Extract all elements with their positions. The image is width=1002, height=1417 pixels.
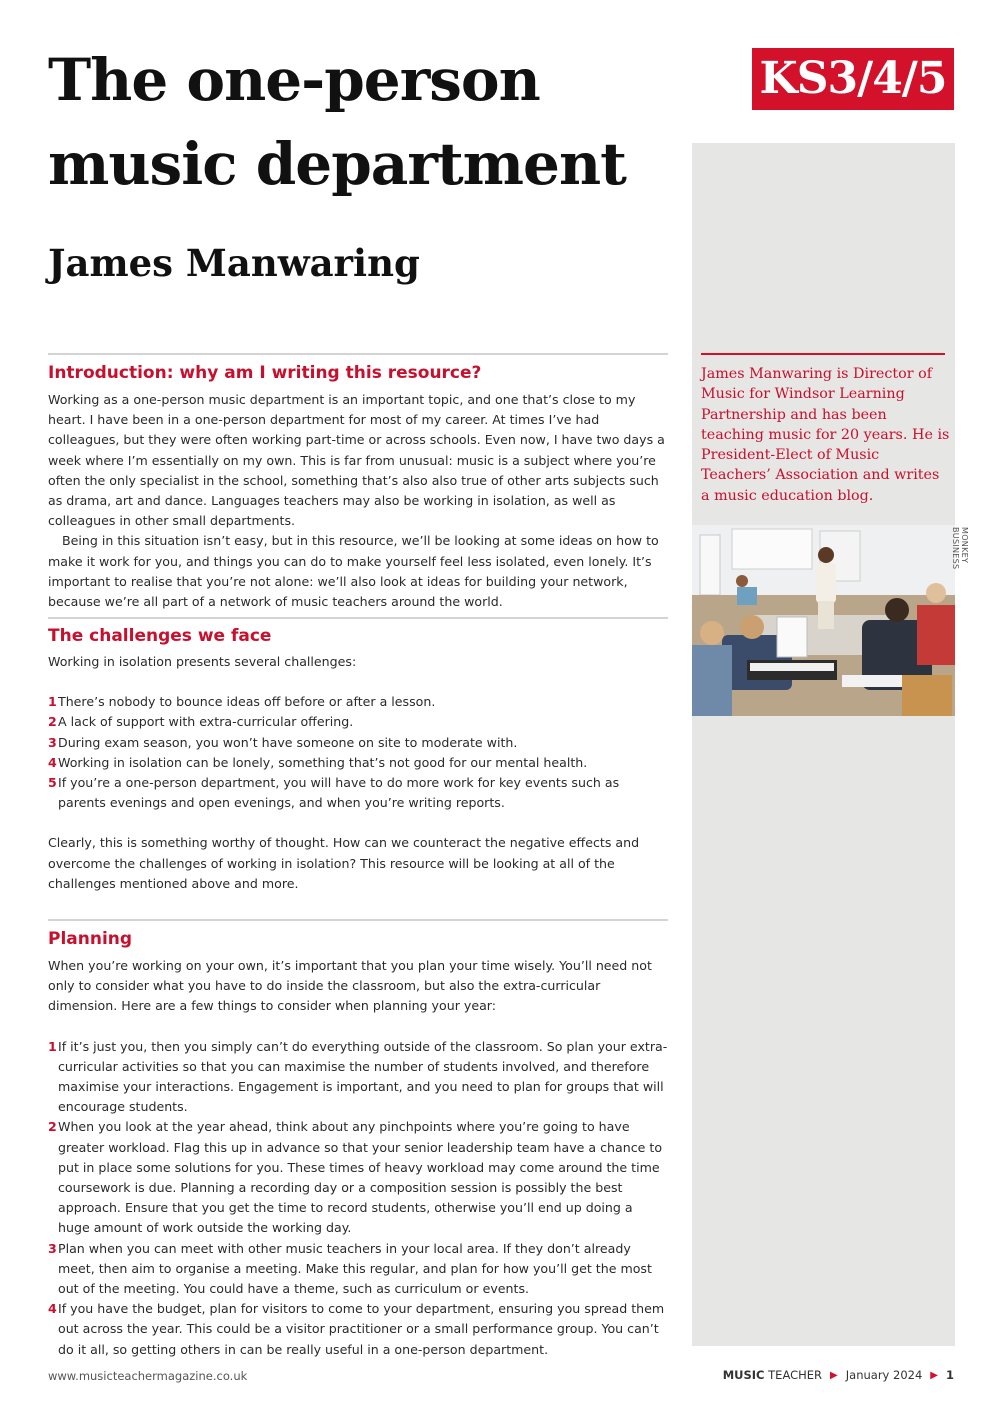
triangle-icon: ▶ <box>830 1369 838 1381</box>
author-bio: James Manwaring is Director of Music for Windsor Learning Partnership and has been teaching music for 20 years. He is President-Elect of Music Teachers’ Association and writes a music education blog. <box>701 366 950 504</box>
challenges-outro: Clearly, this is something worthy of thought. How can we counteract the negative effects and overcome the challenges of working in isolation? This resource will be looking at all of the challenges mentioned above and more. <box>48 835 640 891</box>
classroom-illustration <box>692 525 955 716</box>
challenges-heading: The challenges we face <box>48 626 272 646</box>
bio-divider <box>701 353 945 355</box>
list-item: 2 When you look at the year ahead, think about any pinchpoints where you’re going to have greater workload. Flag this up in advance so that your senior leadership team have a chance to put in place some solutions for you. These times of heavy workload may come around the time coursework is due. Planning a recording day or a composition session is possibly the best approach. Ensure that you get the time to record students, otherwise you’ll end up doing a huge amount of work outside the working day. <box>48 1119 663 1236</box>
section-divider <box>48 353 668 355</box>
intro-body <box>48 390 668 612</box>
footer-website-link[interactable]: www.musicteachermagazine.co.uk <box>48 1369 248 1383</box>
list-item: 2 A lack of support with extra-curricular offering. <box>48 714 354 730</box>
intro-heading: Introduction: why am I writing this resource? <box>48 363 482 383</box>
triangle-icon: ▶ <box>930 1369 938 1381</box>
challenges-body <box>48 652 668 894</box>
intro-paragraph-1: Working as a one-person music department is an important topic, and one that’s close to my heart. I have been in a one-person department for most of my career. At times I’ve had colleagues, but they were often working part-time or across schools. Even now, I have two days a week where I’m essentially on my own. This is far from unusual: music is a subject where you’re often the only specialist in the school, something that’s also also true of other arts subjects such as drama, art and dance. Languages teachers may also be working in isolation, as well as colleagues in other small departments. <box>48 392 665 529</box>
footer-info <box>723 1368 954 1382</box>
section-divider <box>48 617 668 619</box>
challenges-list <box>48 692 668 813</box>
list-item: 1 There’s nobody to bounce ideas off before or after a lesson. <box>48 694 436 710</box>
intro-paragraph-2: Being in this situation isn’t easy, but in this resource, we’ll be looking at some ideas on how to make it work for you, and things you can do to make yourself feel less isolated, even lonely. It’s important to realise that you’re not alone: we’ll also look at ideas for building your network, because we’re all part of a network of music teachers around the world. <box>48 533 659 610</box>
list-item: 3 During exam season, you won’t have someone on site to moderate with. <box>48 734 518 750</box>
author-name: James Manwaring <box>48 241 420 285</box>
photo-credit: MONKEY BUSINESS <box>951 527 969 570</box>
list-item: 3 Plan when you can meet with other music teachers in your local area. If they don’t already meet, then aim to organise a meeting. Make this regular, and plan for how you’ll get the most out of the meeting. You could have a theme, such as curriculum or events. <box>48 1240 652 1297</box>
planning-lead: When you’re working on your own, it’s important that you plan your time wisely. You’ll need not only to consider what you have to do inside the classroom, but also the extra-curricular dimension. Here are a few things to consider when planning your year: <box>48 958 652 1014</box>
sidebar-panel <box>692 143 955 1346</box>
challenges-lead: Working in isolation presents several challenges: <box>48 654 357 669</box>
list-item: 4 Working in isolation can be lonely, something that’s not good for our mental health. <box>48 754 588 770</box>
classroom-photo <box>692 525 955 716</box>
magazine-name: MUSIC TEACHER <box>722 1368 823 1382</box>
list-item: 1 If it’s just you, then you simply can’t do everything outside of the classroom. So plan your extra-curricular activities so that you can maximise the number of students involved, and therefore maximise your interactions. Engagement is important, and you need to plan for groups that will encourage students. <box>48 1038 668 1115</box>
key-stage-badge: KS3/4/5 <box>752 48 954 110</box>
page-number: 1 <box>945 1368 954 1382</box>
article-title: The one-person music department <box>48 46 626 198</box>
planning-heading: Planning <box>48 929 133 949</box>
section-divider <box>48 919 668 921</box>
list-item: 4 If you have the budget, plan for visitors to come to your department, ensuring you spread them out across the year. This could be a visitor practitioner or a small performance group. You can’t do it all, so getting others in can be really useful in a one-person department. <box>48 1301 665 1357</box>
planning-list <box>48 1037 668 1360</box>
issue-date: January 2024 <box>845 1368 923 1382</box>
planning-body <box>48 956 668 1360</box>
list-item: 5 If you’re a one-person department, you will have to do more work for key events such as parents evenings and open evenings, and when you’re writing reports. <box>48 775 620 811</box>
